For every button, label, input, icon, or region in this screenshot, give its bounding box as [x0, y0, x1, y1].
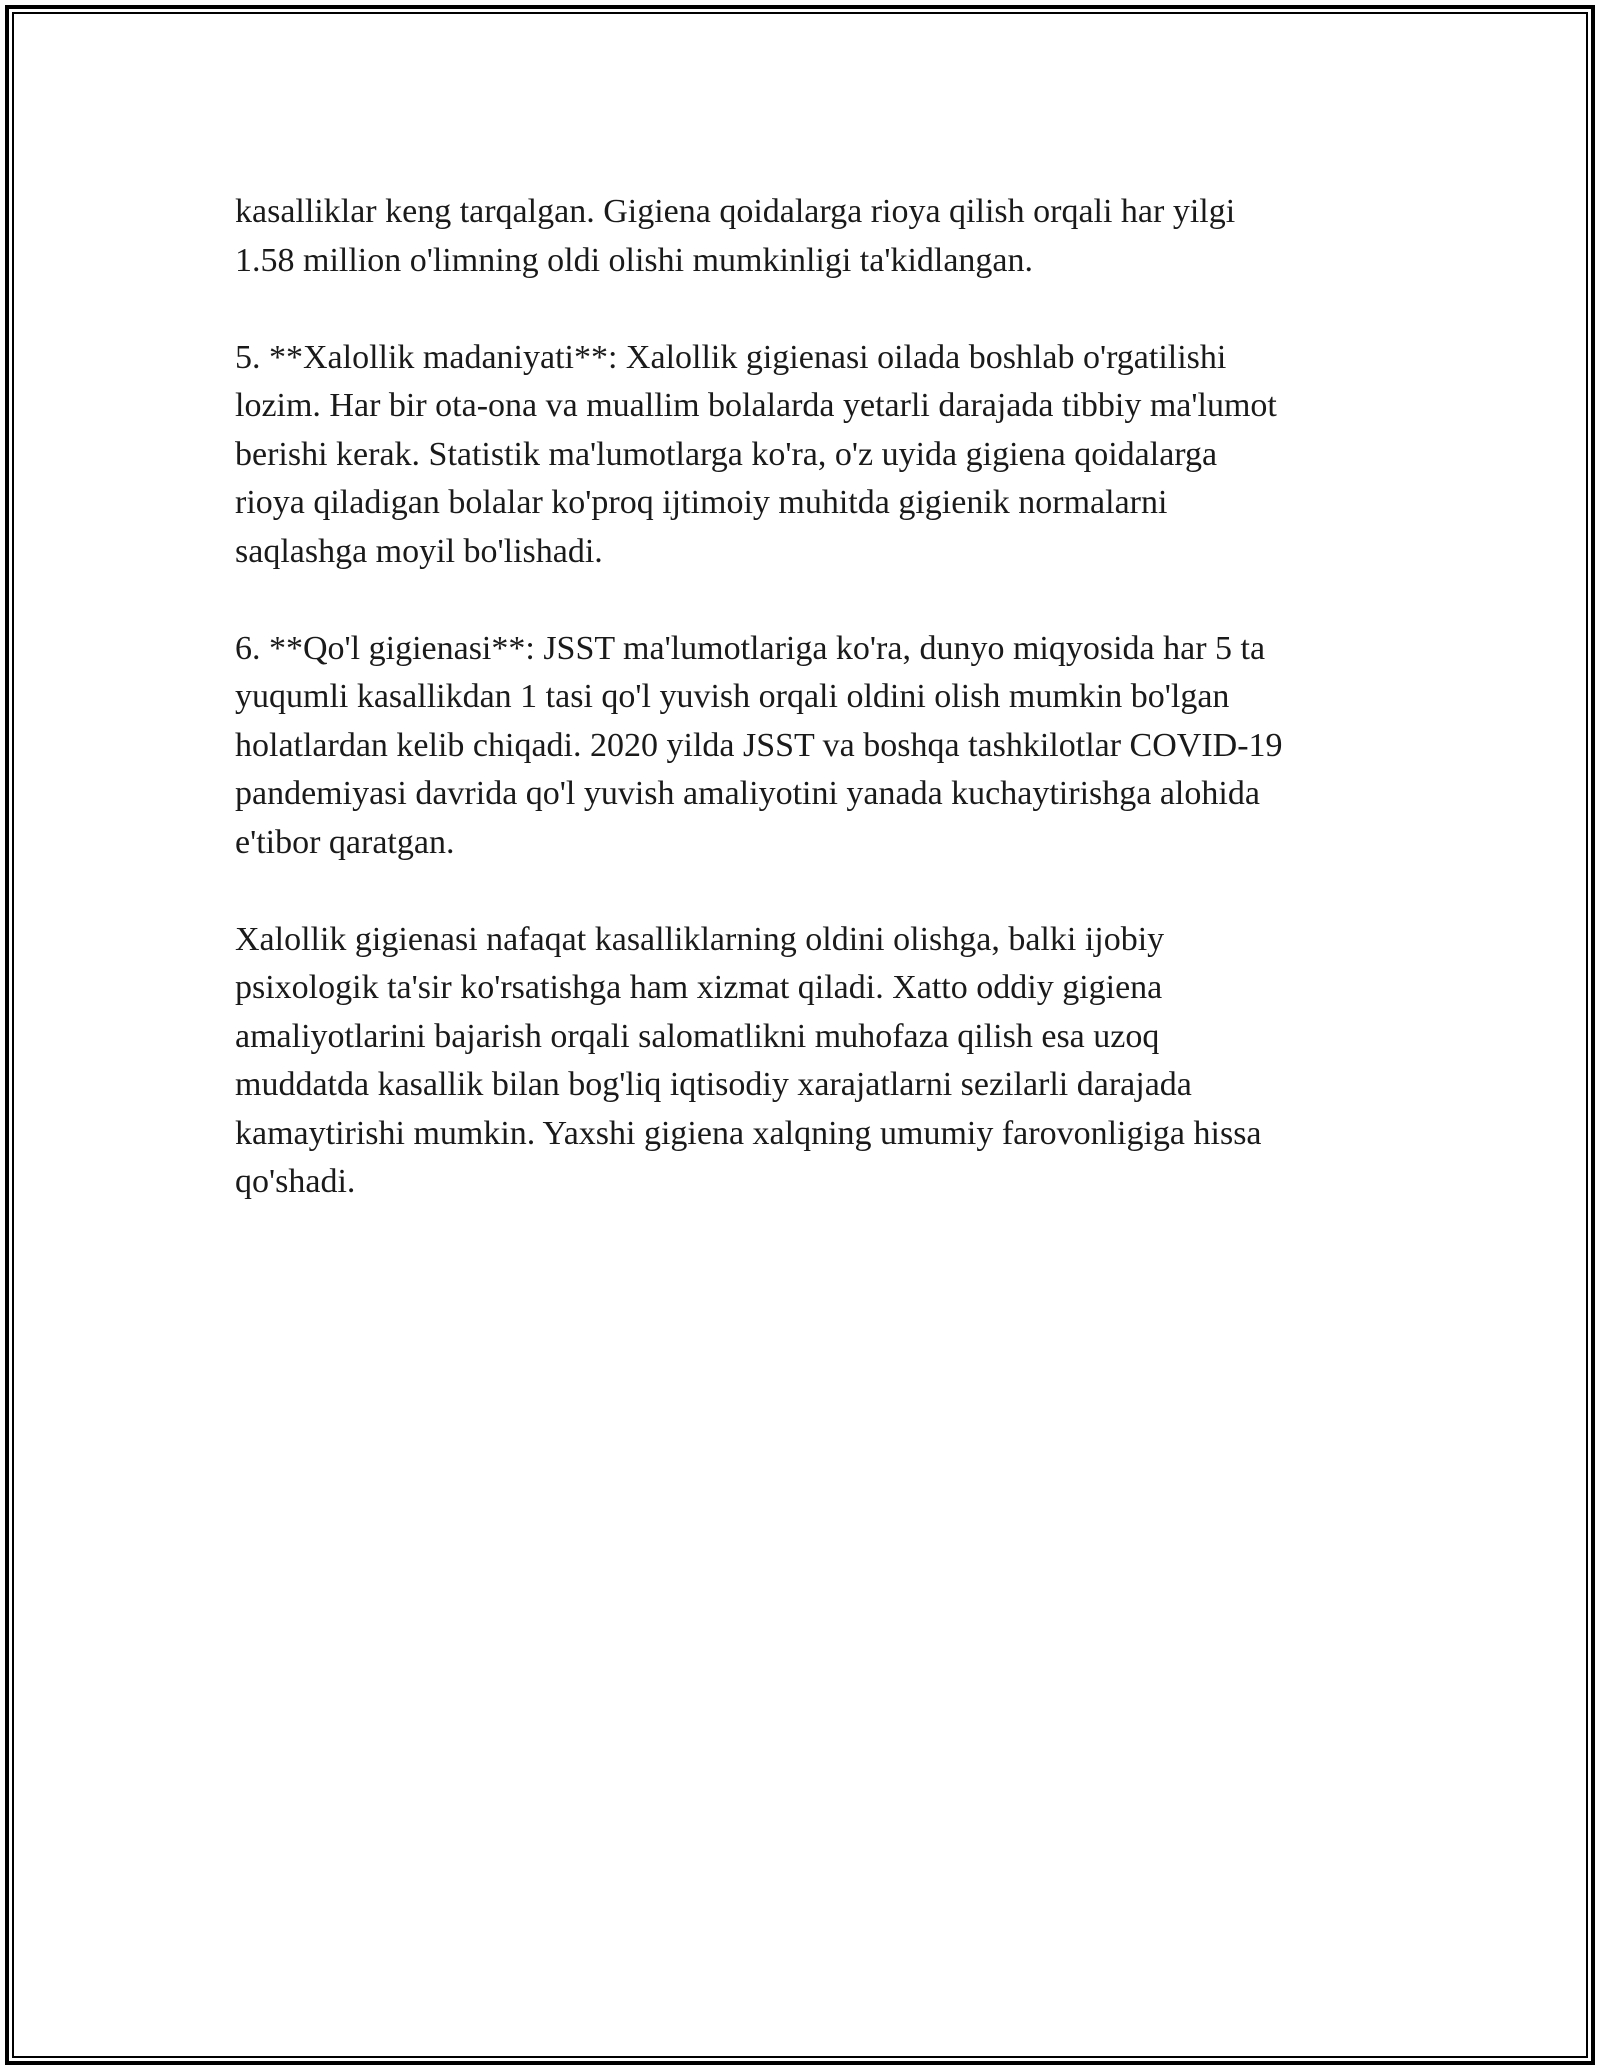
- paragraph-item-6: 6. **Qo'l gigienasi**: JSST ma'lumotlariga ko'ra, dunyo miqyosida har 5 ta yuqumli kasallikdan 1 tasi qo'l yuvish orqali oldini olish mumkin bo'lgan holatlardan kelib chiqadi. 2020 yilda JSST va boshqa tashkilotlar COVID-19 pandemiyasi davrida qo'l yuvish amaliyotini yanada kuchaytirishga alohida e'tibor qaratgan.: [235, 629, 1283, 861]
- document-body: [235, 188, 1385, 1207]
- paragraph-continuation: kasalliklar keng tarqalgan. Gigiena qoidalarga rioya qilish orqali har yilgi 1.58 million o'limning oldi olishi mumkinligi ta'kidlangan.: [235, 193, 1236, 279]
- paragraph-conclusion: Xalollik gigienasi nafaqat kasalliklarning oldini olishga, balki ijobiy psixologik ta'sir ko'rsatishga ham xizmat qiladi. Xatto oddiy gigiena amaliyotlarini bajarish orqali salomatlikni muhofaza qilish esa uzoq muddatda kasallik bilan bog'liq iqtisodiy xarajatlarni sezilarli darajada kamaytirishi mumkin. Yaxshi gigiena xalqning umumiy farovonligiga hissa qo'shadi.: [235, 920, 1262, 1200]
- paragraph-item-5: 5. **Xalollik madaniyati**: Xalollik gigienasi oilada boshlab o'rgatilishi lozim. Har bir ota-ona va muallim bolalarda yetarli darajada tibbiy ma'lumot berishi kerak. Statistik ma'lumotlarga ko'ra, o'z uyida gigiena qoidalarga rioya qiladigan bolalar ko'proq ijtimoiy muhitda gigienik normalarni saqlashga moyil bo'lishadi.: [235, 338, 1277, 570]
